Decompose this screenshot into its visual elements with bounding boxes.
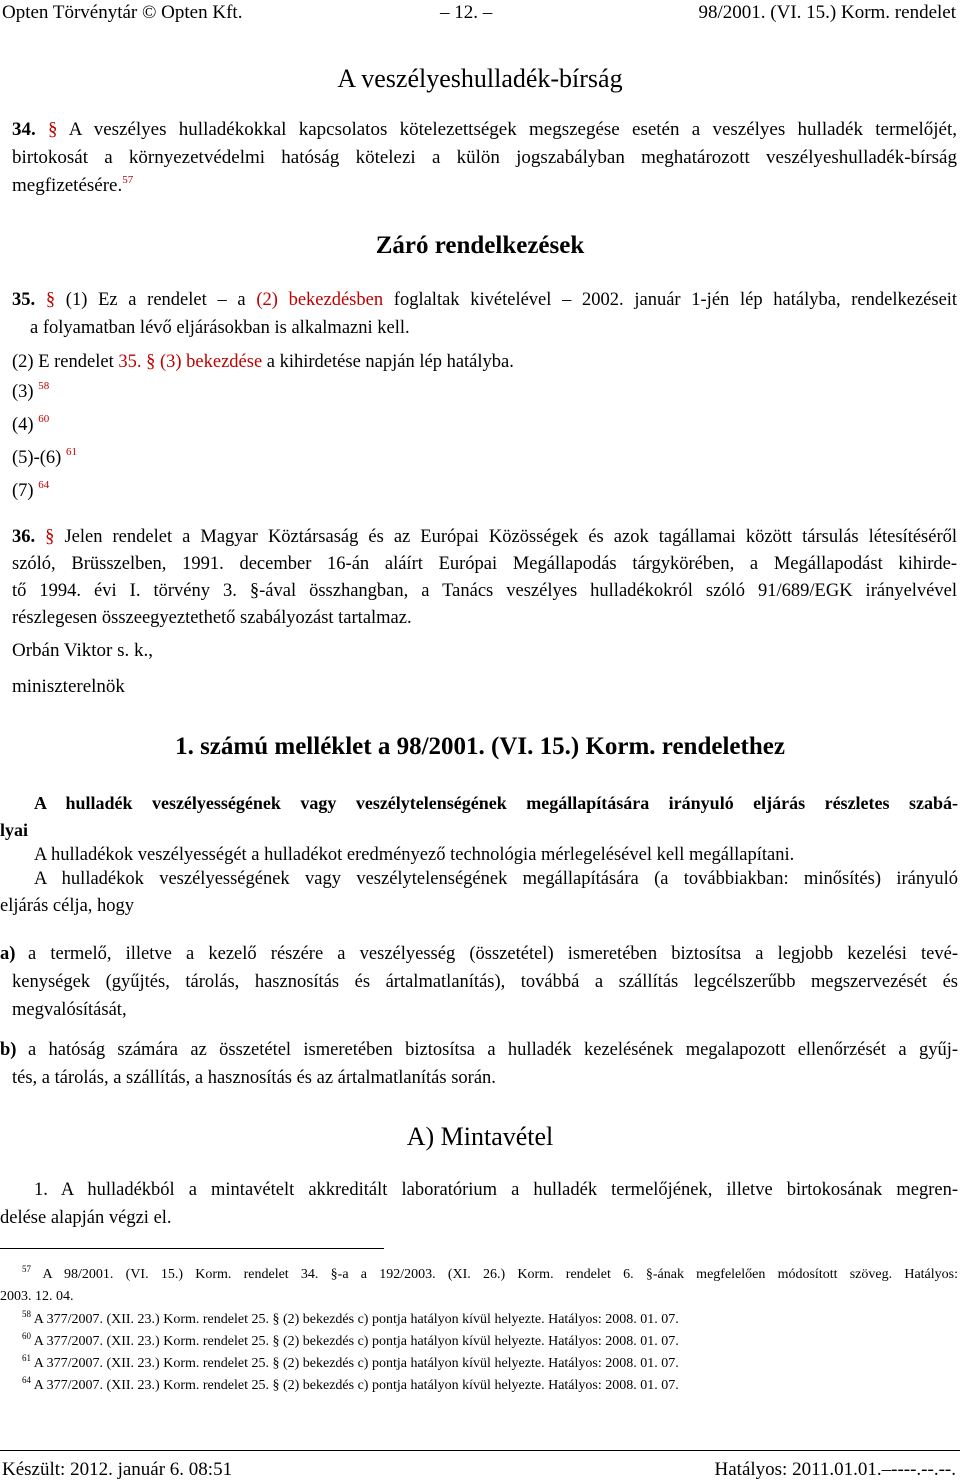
annex-subtitle-line: A hulladék veszélyességének vagy veszélytelenségének megállapítására irányuló eljárás részletes szabá- xyxy=(34,793,958,813)
paragraph-36 xyxy=(12,524,957,632)
annex-subtitle xyxy=(0,790,958,844)
paragraph-text: Jelen rendelet a Magyar Köztársaság és az Európai Közösségek és azok tagállamai között társulás létesítéséről xyxy=(64,527,958,547)
section-symbol-link[interactable]: § xyxy=(45,290,56,310)
paragraph-text: eljárás célja, hogy xyxy=(0,896,135,916)
section-symbol-link[interactable]: § xyxy=(45,527,55,547)
paragraph-number: 35. xyxy=(12,290,36,310)
paragraph-text: a folyamatban lévő eljárásokban is alkalmazni kell. xyxy=(30,318,410,338)
footer-created: Készült: 2012. január 6. 08:51 xyxy=(2,1459,233,1480)
paragraph-text: részlegesen összeegyeztethető szabályozást tartalmaz. xyxy=(12,608,412,628)
cross-reference-link[interactable]: (2) bekezdésben xyxy=(256,290,384,310)
item-label: b) xyxy=(0,1040,17,1060)
footnote-separator xyxy=(0,1248,384,1249)
footnote-text: A 377/2007. (XII. 23.) Korm. rendelet 25. § (2) bekezdés c) pontja hatályon kívül helyezte. Hatályos: 2008. 01. 07. xyxy=(33,1378,679,1393)
footnote-57 xyxy=(0,1264,958,1286)
annex-title: 1. számú melléklet a 98/2001. (VI. 15.) Korm. rendelethez xyxy=(175,733,785,760)
footnote-61 xyxy=(0,1353,958,1375)
paragraph-text: foglaltak kivételével – 2002. január 1-jén lép hatályba, rendelkezéseit xyxy=(393,290,958,310)
footnote-number: 57 xyxy=(22,1264,31,1274)
sample-section-title: A) Mintavétel xyxy=(406,1122,554,1151)
paragraph-text: Ez a rendelet – a xyxy=(98,290,246,310)
paragraph-text: megfizetésére. xyxy=(12,175,123,196)
paragraph-34 xyxy=(12,116,957,200)
section-symbol-link[interactable]: § xyxy=(48,119,58,140)
item-label: (5)-(6) xyxy=(12,448,62,468)
footnote-text: A 377/2007. (XII. 23.) Korm. rendelet 25. § (2) bekezdés c) pontja hatályon kívül helyezte. Hatályos: 2008. 01. 07. xyxy=(33,1334,679,1349)
footnote-number: 60 xyxy=(22,1331,31,1341)
item-label: (4) xyxy=(12,415,34,435)
paragraph-text: a kihirdetése napján lép hatályba. xyxy=(266,352,514,372)
paragraph-text: E rendelet xyxy=(38,352,114,372)
paragraph-text: A hulladékok veszélyességének vagy veszélytelenségének megállapítására (a továbbiakban: minősítés) irányuló xyxy=(34,869,958,889)
footnote-number: 64 xyxy=(22,1375,31,1385)
signer-title: miniszterelnök xyxy=(12,676,125,697)
footnote-58 xyxy=(0,1309,958,1331)
section-title-final: Záró rendelkezések xyxy=(375,232,585,259)
header-page-number: – 12. – xyxy=(440,2,493,23)
footnote-ref[interactable]: 60 xyxy=(38,413,50,425)
footnote-ref-57[interactable]: 57 xyxy=(122,174,134,186)
paragraph-text: a hatóság számára az összetétel ismeretében biztosítsa a hulladék kezelésének megalapozott ellenőrzését a gyűj- xyxy=(28,1040,958,1060)
footnote-64 xyxy=(0,1375,958,1397)
subsection-label: (2) xyxy=(12,352,34,372)
paragraph-text: tés, a tárolás, a szállítás, a hasznosítás és az ártalmatlanítás során. xyxy=(12,1068,496,1088)
footnote-ref[interactable]: 58 xyxy=(38,380,50,392)
paragraph-text: delése alapján végzi el. xyxy=(0,1208,172,1228)
item-label: (7) xyxy=(12,481,34,501)
subsection-label: (1) xyxy=(65,290,88,310)
paragraph-text: megvalósítását, xyxy=(12,1000,127,1020)
footnote-ref[interactable]: 64 xyxy=(38,479,50,491)
footnote-text: 2003. 12. 04. xyxy=(0,1289,74,1304)
section-title-fine: A veszélyeshulladék-bírság xyxy=(337,64,623,93)
annex-intro-2 xyxy=(0,866,958,920)
header-left: Opten Törvénytár © Opten Kft. xyxy=(2,2,243,23)
list-item xyxy=(12,442,77,475)
annex-subtitle-line: lyai xyxy=(0,820,29,840)
paragraph-text: A veszélyes hulladékokkal kapcsolatos kötelezettségek megszegése esetén a veszélyes hulladék termelőjét, xyxy=(68,119,958,140)
list-item xyxy=(12,409,77,442)
footnote-ref[interactable]: 61 xyxy=(65,446,77,458)
list-item xyxy=(12,376,77,409)
footer-rule xyxy=(0,1450,960,1451)
paragraph-text: a termelő, illetve a kezelő részére a veszélyesség (összetétel) ismeretében biztosítsa a legjobb kezelési tevé- xyxy=(28,944,958,964)
item-label: (3) xyxy=(12,382,34,402)
paragraph-text: szóló, Brüsszelben, 1991. december 16-án aláírt Európai Megállapodás tárgykörében, a Megállapodást kihirde- xyxy=(12,554,957,574)
paragraph-number: 36. xyxy=(12,527,36,547)
item-label: a) xyxy=(0,944,16,964)
annex-intro-1: A hulladékok veszélyességét a hulladékot eredményező technológia mérlegelésével kell megállapítani. xyxy=(34,845,795,865)
footnote-text: A 377/2007. (XII. 23.) Korm. rendelet 25. § (2) bekezdés c) pontja hatályon kívül helyezte. Hatályos: 2008. 01. 07. xyxy=(33,1312,679,1327)
paragraph-text: kenységek (gyűjtés, tárolás, hasznosítás és ártalmatlanítás), továbbá a szállítás legcélszerűbb megszervezését és xyxy=(12,972,958,992)
footnote-number: 61 xyxy=(22,1353,31,1363)
repealed-items-list xyxy=(12,376,77,508)
paragraph-text: birtokosát a környezetvédelmi hatóság kötelezi a külön jogszabályban meghatározott veszélyeshulladék-bírság xyxy=(12,147,957,168)
signer-name: Orbán Viktor s. k., xyxy=(12,640,153,661)
cross-reference-link[interactable]: 35. § (3) bekezdése xyxy=(118,352,263,372)
footnotes xyxy=(0,1264,958,1397)
header-right: 98/2001. (VI. 15.) Korm. rendelet xyxy=(698,2,956,23)
paragraph-number: 34. xyxy=(12,119,36,140)
footnote-60 xyxy=(0,1331,958,1353)
footnote-text: A 377/2007. (XII. 23.) Korm. rendelet 25. § (2) bekezdés c) pontja hatályon kívül helyezte. Hatályos: 2008. 01. 07. xyxy=(33,1356,679,1371)
list-item xyxy=(12,475,77,508)
paragraph-text: tő 1994. évi I. törvény 3. §-ával összhangban, a Tanács veszélyes hulladékokról szóló 91/689/EGK irányelvével xyxy=(12,581,957,601)
paragraph-35 xyxy=(12,286,957,342)
footer-effective: Hatályos: 2011.01.01.–----.--.--. xyxy=(714,1459,956,1480)
footnote-number: 58 xyxy=(22,1309,31,1319)
annex-item-b xyxy=(0,1036,958,1092)
footnote-text: A 98/2001. (VI. 15.) Korm. rendelet 34. §-a a 192/2003. (XI. 26.) Korm. rendelet 6. §-ának megfelelően módosított szöveg. Hatályos: xyxy=(42,1267,958,1282)
annex-item-a xyxy=(0,940,958,1024)
sample-paragraph-1 xyxy=(0,1176,958,1232)
paragraph-35-2 xyxy=(12,348,514,376)
paragraph-text: 1. A hulladékból a mintavételt akkreditált laboratórium a hulladék termelőjének, illetve birtokosának megren- xyxy=(34,1180,958,1200)
